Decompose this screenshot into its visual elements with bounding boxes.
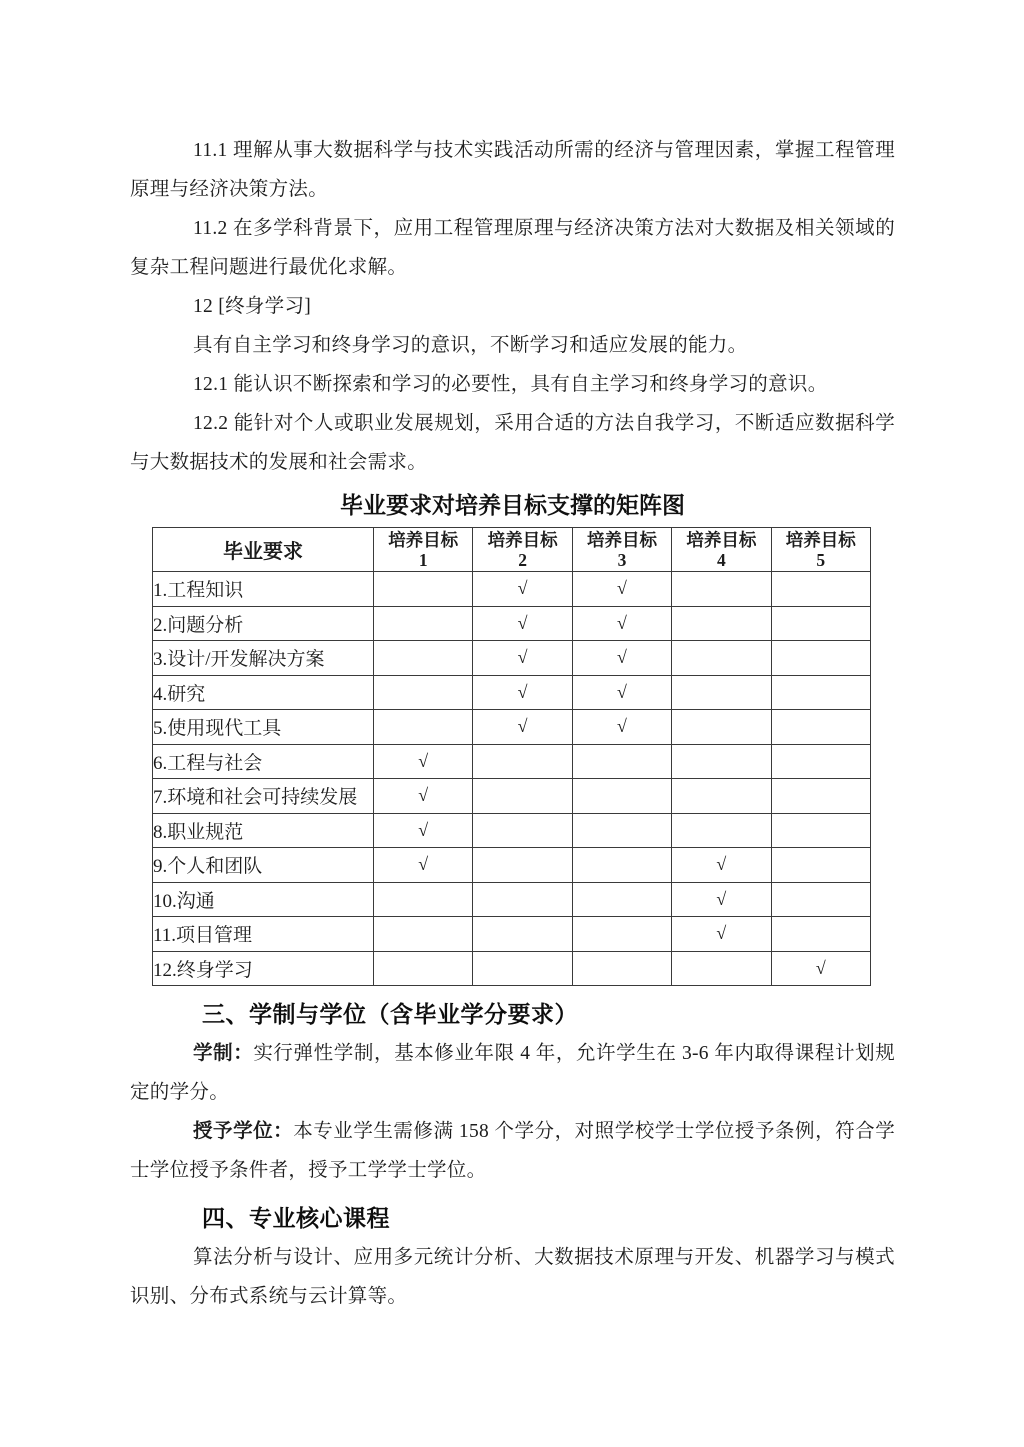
check-mark-cell: √ — [572, 675, 671, 710]
empty-cell — [572, 951, 671, 986]
goal-header-label: 培养目标 — [785, 529, 856, 550]
section4-heading: 四、专业核心课程 — [202, 1205, 390, 1231]
xuezhi-text: 实行弹性学制，基本修业年限 4 年，允许学生在 3-6 年内取得课程计划规定的学分。 — [130, 1043, 896, 1103]
empty-cell — [771, 744, 870, 779]
empty-cell — [374, 572, 473, 607]
matrix-header-goal-3 — [572, 528, 671, 572]
matrix-header-goal-2 — [473, 528, 572, 572]
table-row — [153, 917, 871, 952]
empty-cell — [572, 779, 671, 814]
empty-cell — [473, 813, 572, 848]
empty-cell — [374, 641, 473, 676]
empty-cell — [672, 951, 771, 986]
paragraph-xuezhi — [130, 1034, 895, 1112]
paragraph-core-courses: 算法分析与设计、应用多元统计分析、大数据技术原理与开发、机器学习与模式识别、分布式系统与云计算等。 — [130, 1247, 895, 1307]
check-mark-cell: √ — [672, 848, 771, 883]
row-label: 8.职业规范 — [153, 813, 374, 848]
xuezhi-lead-label: 学制： — [193, 1043, 254, 1064]
check-mark-cell: √ — [672, 917, 771, 952]
check-mark-cell: √ — [374, 848, 473, 883]
row-label: 10.沟通 — [153, 882, 374, 917]
check-mark-cell: √ — [572, 572, 671, 607]
paragraph-12-intro: 具有自主学习和终身学习的意识，不断学习和适应发展的能力。 — [193, 335, 748, 356]
row-label: 9.个人和团队 — [153, 848, 374, 883]
check-mark-cell: √ — [473, 641, 572, 676]
empty-cell — [672, 641, 771, 676]
goal-header-number: 3 — [617, 549, 627, 570]
goal-header-number: 5 — [816, 549, 826, 570]
matrix-table-body — [153, 572, 871, 986]
goal-header-label: 培养目标 — [586, 529, 657, 550]
empty-cell — [771, 641, 870, 676]
row-label: 7.环境和社会可持续发展 — [153, 779, 374, 814]
matrix-header-goal-4 — [672, 528, 771, 572]
section3-heading: 三、学制与学位（含毕业学分要求） — [202, 1001, 578, 1027]
check-mark-cell: √ — [473, 675, 572, 710]
table-row — [153, 882, 871, 917]
matrix-header-goal-1 — [374, 528, 473, 572]
empty-cell — [374, 917, 473, 952]
empty-cell — [771, 917, 870, 952]
matrix-header-row — [153, 528, 871, 572]
empty-cell — [672, 606, 771, 641]
empty-cell — [672, 572, 771, 607]
table-row — [153, 744, 871, 779]
table-row — [153, 813, 871, 848]
matrix-header-requirement: 毕业要求 — [153, 528, 374, 572]
paragraph-shouyu-xuewei — [130, 1112, 895, 1190]
table-row — [153, 710, 871, 745]
check-mark-cell: √ — [374, 744, 473, 779]
check-mark-cell: √ — [672, 882, 771, 917]
empty-cell — [473, 882, 572, 917]
matrix-table — [152, 527, 871, 986]
row-label: 2.问题分析 — [153, 606, 374, 641]
check-mark-cell: √ — [473, 710, 572, 745]
empty-cell — [771, 848, 870, 883]
row-label: 1.工程知识 — [153, 572, 374, 607]
table-row — [153, 675, 871, 710]
empty-cell — [572, 813, 671, 848]
check-mark-cell: √ — [771, 951, 870, 986]
empty-cell — [771, 882, 870, 917]
goal-header-label: 培养目标 — [487, 529, 558, 550]
row-label: 6.工程与社会 — [153, 744, 374, 779]
empty-cell — [672, 710, 771, 745]
shouyu-xuewei-text: 本专业学生需修满 158 个学分，对照学校学士学位授予条例，符合学士学位授予条件者，授予工学学士学位。 — [130, 1121, 895, 1181]
check-mark-cell: √ — [572, 641, 671, 676]
table-row — [153, 641, 871, 676]
check-mark-cell: √ — [473, 606, 572, 641]
empty-cell — [473, 779, 572, 814]
empty-cell — [771, 572, 870, 607]
empty-cell — [771, 675, 870, 710]
empty-cell — [771, 779, 870, 814]
row-label: 11.项目管理 — [153, 917, 374, 952]
check-mark-cell: √ — [572, 710, 671, 745]
goal-header-number: 2 — [518, 549, 527, 570]
shouyu-xuewei-lead-label: 授予学位： — [193, 1121, 294, 1142]
empty-cell — [374, 882, 473, 917]
table-row — [153, 848, 871, 883]
empty-cell — [672, 813, 771, 848]
row-label: 3.设计/开发解决方案 — [153, 641, 374, 676]
empty-cell — [572, 917, 671, 952]
empty-cell — [473, 951, 572, 986]
empty-cell — [771, 813, 870, 848]
empty-cell — [374, 606, 473, 641]
goal-header-number: 4 — [716, 549, 726, 570]
empty-cell — [672, 675, 771, 710]
table-row — [153, 606, 871, 641]
empty-cell — [374, 675, 473, 710]
empty-cell — [771, 710, 870, 745]
empty-cell — [572, 848, 671, 883]
empty-cell — [771, 606, 870, 641]
check-mark-cell: √ — [572, 606, 671, 641]
check-mark-cell: √ — [374, 813, 473, 848]
goal-header-number: 1 — [418, 549, 428, 570]
row-label: 4.研究 — [153, 675, 374, 710]
empty-cell — [672, 779, 771, 814]
paragraph-12-1: 12.1 能认识不断探索和学习的必要性，具有自主学习和终身学习的意识。 — [193, 374, 828, 395]
check-mark-cell: √ — [374, 779, 473, 814]
empty-cell — [572, 882, 671, 917]
row-label: 12.终身学习 — [153, 951, 374, 986]
empty-cell — [374, 710, 473, 745]
empty-cell — [374, 951, 473, 986]
row-label: 5.使用现代工具 — [153, 710, 374, 745]
paragraph-12-2: 12.2 能针对个人或职业发展规划，采用合适的方法自我学习，不断适应数据科学与大数据技术的发展和社会需求。 — [130, 413, 895, 473]
matrix-title: 毕业要求对培养目标支撑的矩阵图 — [340, 492, 685, 518]
table-row — [153, 951, 871, 986]
empty-cell — [473, 744, 572, 779]
check-mark-cell: √ — [473, 572, 572, 607]
paragraph-11-1: 11.1 理解从事大数据科学与技术实践活动所需的经济与管理因素，掌握工程管理原理与经济决策方法。 — [130, 140, 895, 200]
empty-cell — [473, 848, 572, 883]
empty-cell — [672, 744, 771, 779]
empty-cell — [572, 744, 671, 779]
paragraph-12-label: 12 [终身学习] — [193, 296, 312, 317]
matrix-header-goal-5 — [771, 528, 870, 572]
empty-cell — [473, 917, 572, 952]
table-row — [153, 572, 871, 607]
goal-header-label: 培养目标 — [388, 529, 459, 550]
paragraph-11-2: 11.2 在多学科背景下，应用工程管理原理与经济决策方法对大数据及相关领域的复杂工程问题进行最优化求解。 — [130, 218, 895, 278]
table-row — [153, 779, 871, 814]
goal-header-label: 培养目标 — [686, 529, 757, 550]
